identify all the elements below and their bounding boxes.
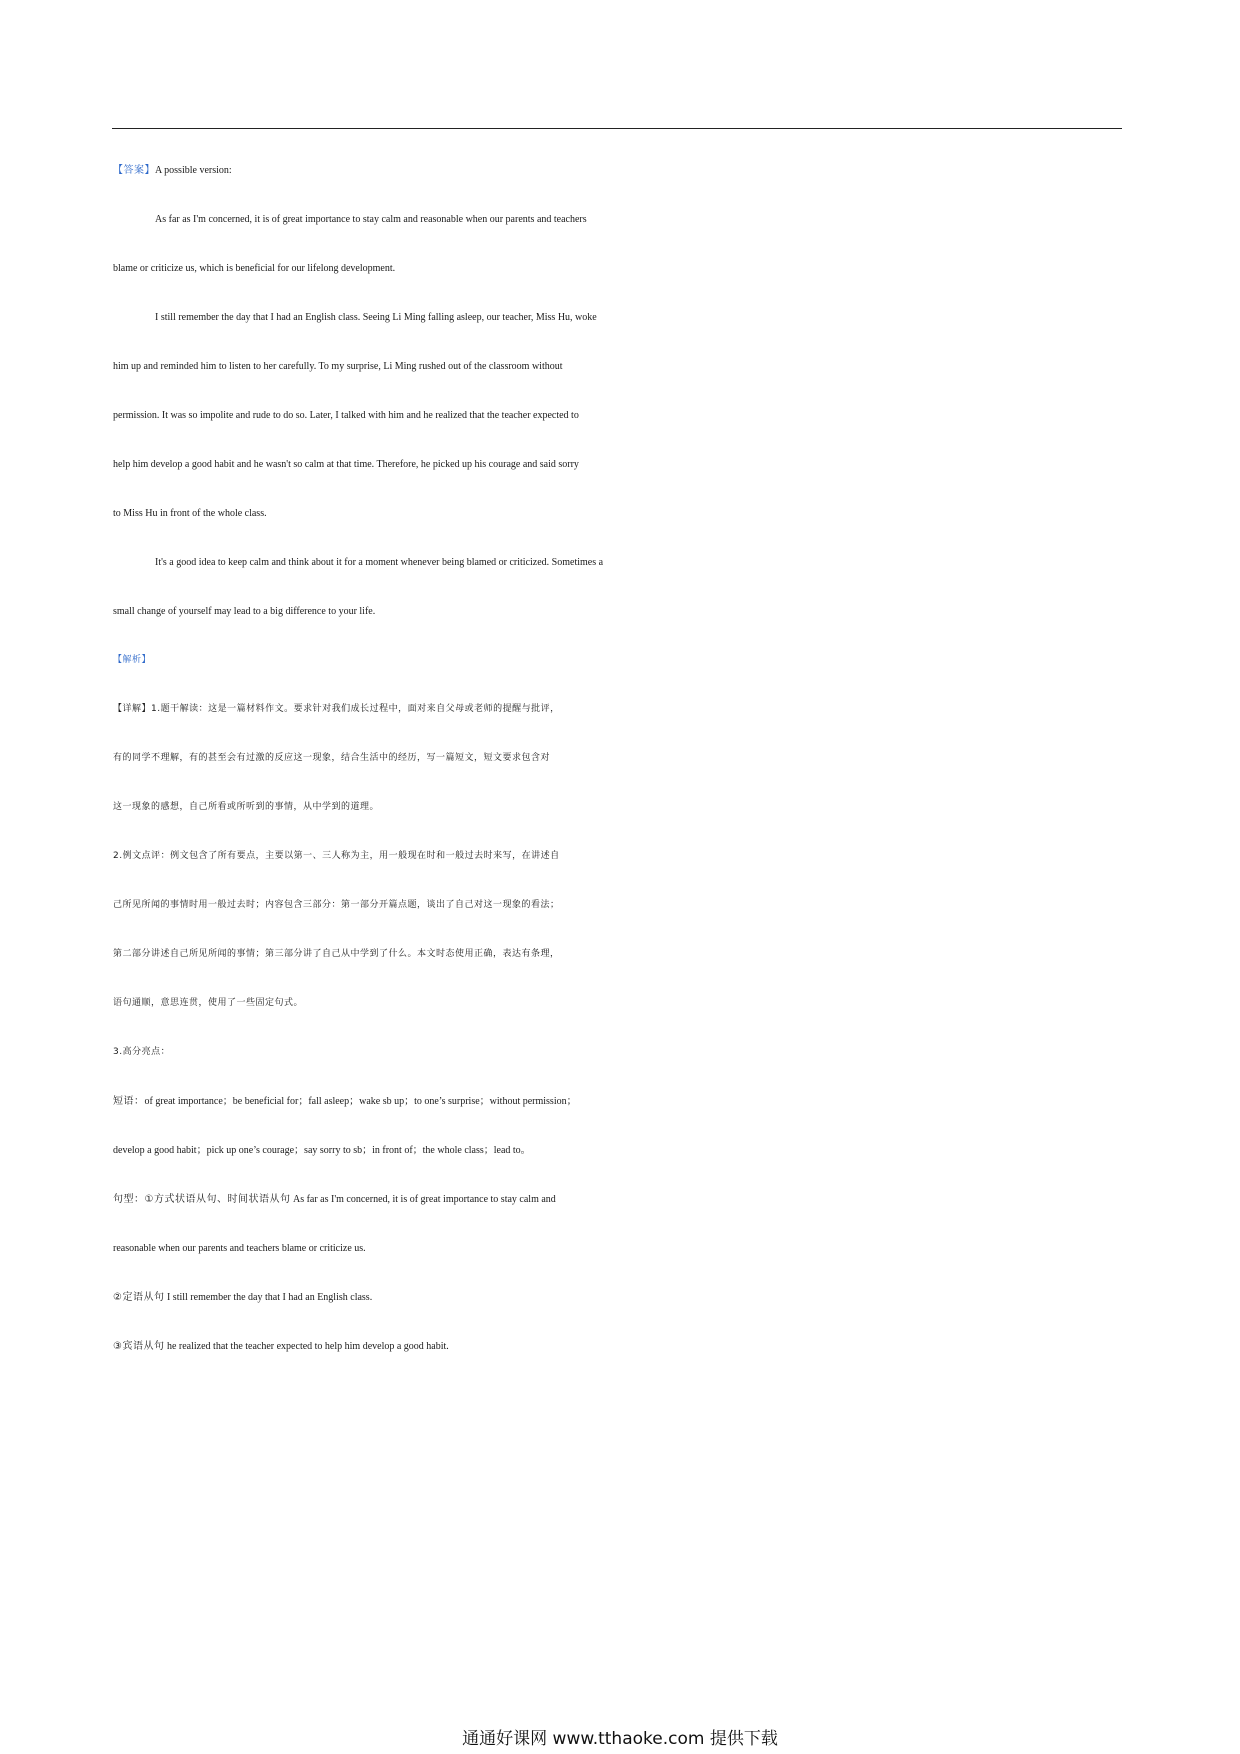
sentence3-text: he realized that the teacher expected to help him develop a good habit. <box>166 1341 449 1352</box>
sentence2-text: I still remember the day that I had an English class. <box>166 1292 373 1303</box>
sentence1-line2: reasonable when our parents and teachers blame or criticize us. <box>113 1243 366 1254</box>
review-line1: 2.例文点评：例文包含了所有要点，主要以第一、三人称为主，用一般现在时和一般过去时来写，在讲述自 <box>113 851 560 861</box>
answer-para2-line4: help him develop a good habit and he wasn't so calm at that time. Therefore, he picked up his courage and said sorry <box>113 459 579 470</box>
phrases-line1 <box>113 1077 1133 1126</box>
sentence2-type: ②定语从句 <box>113 1292 165 1303</box>
answer-para2-line3: permission. It was so impolite and rude to do so. Later, I talked with him and he realized that the teacher expected to <box>113 410 579 421</box>
detail-text1: 1.题干解读：这是一篇材料作文。要求针对我们成长过程中，面对来自父母或老师的提醒与批评， <box>151 704 560 714</box>
detail-label: 【详解】 <box>113 704 152 714</box>
phrases-label: 短语： <box>113 1096 145 1107</box>
answer-heading <box>113 146 1133 195</box>
sentence3-line <box>113 1322 1133 1371</box>
footer-source: 通通好课网 www.tthaoke.com 提供下载 <box>462 1729 778 1749</box>
sentence1-type: ①方式状语从句、时间状语从句 <box>144 1194 291 1205</box>
detail-line2: 有的同学不理解，有的甚至会有过激的反应这一现象，结合生活中的经历，写一篇短文，短文要求包含对 <box>113 753 551 763</box>
answer-label: 【答案】 <box>113 165 155 176</box>
answer-para3-line1: It's a good idea to keep calm and think about it for a moment whenever being blamed or criticized. Sometimes a <box>155 557 604 568</box>
header-rule <box>112 128 1122 129</box>
detail-line1 <box>113 685 1133 734</box>
answer-para3-line2: small change of yourself may lead to a big difference to your life. <box>113 606 376 617</box>
review-line4: 语句通顺，意思连贯，使用了一些固定句式。 <box>113 998 304 1008</box>
answer-intro: A possible version: <box>155 165 232 176</box>
answer-para2-line5: to Miss Hu in front of the whole class. <box>113 508 267 519</box>
highlights-title: 3.高分亮点： <box>113 1047 171 1057</box>
detail-line3: 这一现象的感想，自己所看或所听到的事情，从中学到的道理。 <box>113 802 380 812</box>
sentence1-text1: As far as I'm concerned, it is of great importance to stay calm and <box>292 1194 556 1205</box>
sentence2-line <box>113 1273 1133 1322</box>
review-line3: 第二部分讲述自己所见所闻的事情；第三部分讲了自己从中学到了什么。本文时态使用正确，表达有条理， <box>113 949 560 959</box>
answer-para1-line1: As far as I'm concerned, it is of great importance to stay calm and reasonable when our parents and teachers <box>155 214 587 225</box>
analysis-label: 【解析】 <box>113 655 152 665</box>
phrases-text1: of great importance；be beneficial for；fall asleep；wake sb up；to one’s surprise；without permission； <box>144 1096 577 1107</box>
document-body <box>113 146 1133 1371</box>
review-line2: 己所见所闻的事情时用一般过去时；内容包含三部分：第一部分开篇点题，谈出了自己对这一现象的看法； <box>113 900 560 910</box>
answer-para2-line1: I still remember the day that I had an English class. Seeing Li Ming falling asleep, our teacher, Miss Hu, woke <box>155 312 597 323</box>
phrases-line2: develop a good habit；pick up one’s courage；say sorry to sb；in front of；the whole class；lead to。 <box>113 1145 531 1156</box>
sentences-label: 句型： <box>113 1194 145 1205</box>
sentence1-line1 <box>113 1175 1133 1224</box>
sentence3-type: ③宾语从句 <box>113 1341 165 1352</box>
answer-para2-line2: him up and reminded him to listen to her carefully. To my surprise, Li Ming rushed out of the classroom without <box>113 361 563 372</box>
answer-para1-line2: blame or criticize us, which is beneficial for our lifelong development. <box>113 263 396 274</box>
